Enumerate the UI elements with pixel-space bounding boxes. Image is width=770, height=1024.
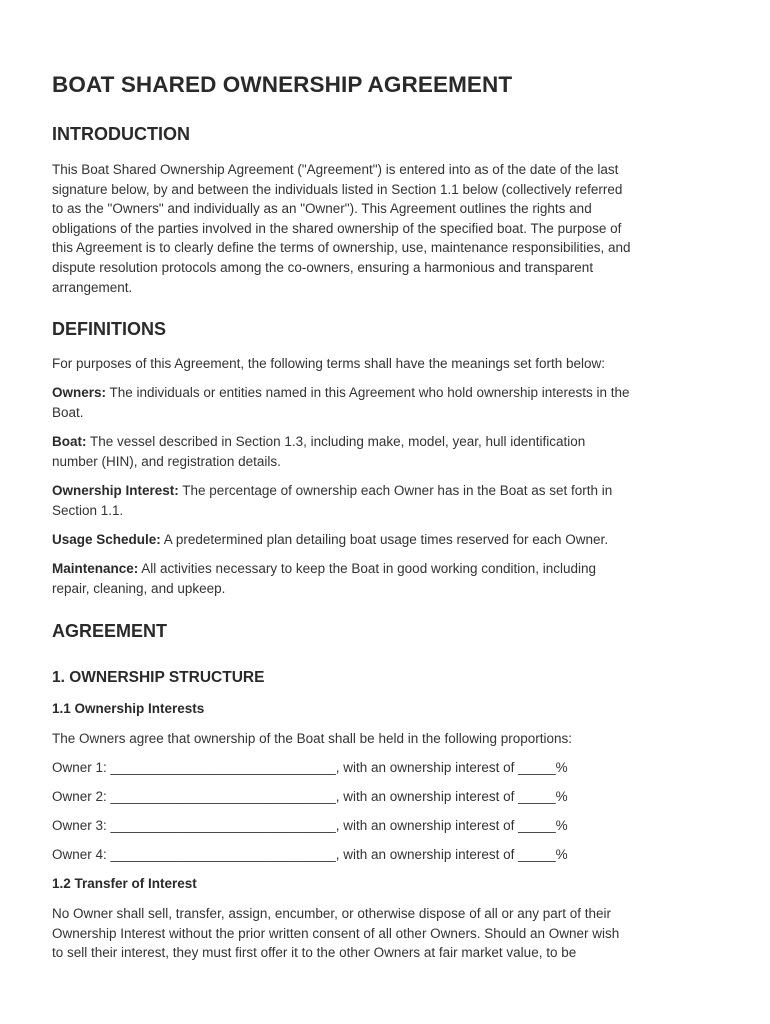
transfer-line: No Owner shall sell, transfer, assign, encumber, or otherwise dispose of all or any part of their (52, 906, 612, 921)
introduction-heading: INTRODUCTION (52, 124, 190, 144)
definition-term: Maintenance: (52, 561, 139, 576)
introduction-line: to as the "Owners" and individually as an "Owner"). This Agreement outlines the rights and (52, 201, 592, 217)
introduction-line: signature below, by and between the individuals listed in Section 1.1 below (collectively referred (52, 181, 623, 197)
transfer-of-interest-paragraph (52, 904, 722, 963)
definition-text: A predetermined plan detailing boat usage times reserved for each Owner. (160, 532, 609, 547)
introduction-line: arrangement. (52, 279, 133, 295)
section-1-2-heading: 1.2 Transfer of Interest (52, 876, 197, 891)
definition-text: The individuals or entities named in this Agreement who hold ownership interests in the (106, 385, 630, 400)
introduction-line: obligations of the parties involved in the shared ownership of the specified boat. The purpose of (52, 220, 622, 236)
definition-text: Section 1.1. (52, 502, 124, 518)
introduction-line: this Agreement is to clearly define the terms of ownership, use, maintenance responsibilities, and (52, 240, 631, 256)
definition-text: The percentage of ownership each Owner has in the Boat as set forth in (178, 483, 613, 498)
agreement-heading: AGREEMENT (52, 621, 168, 641)
introduction-paragraph (52, 160, 722, 297)
definition-owners (52, 383, 722, 422)
definition-text: All activities necessary to keep the Boat in good working condition, including (138, 561, 597, 576)
introduction-line: dispute resolution protocols among the co-owners, ensuring a harmonious and transparent (52, 259, 594, 275)
owner-row: Owner 3: ______________________________, with an ownership interest of _____% (52, 818, 568, 833)
definition-text: The vessel described in Section 1.3, including make, model, year, hull identification (86, 434, 586, 449)
section-1-1-heading: 1.1 Ownership Interests (52, 701, 205, 716)
owner-row: Owner 2: ______________________________, with an ownership interest of _____% (52, 789, 568, 804)
transfer-line: to sell their interest, they must first offer it to the other Owners at fair market value, to be (52, 945, 577, 961)
definition-term: Usage Schedule: (52, 532, 161, 547)
definition-term: Owners: (52, 385, 107, 400)
definition-text: number (HIN), and registration details. (52, 453, 281, 469)
definition-term: Ownership Interest: (52, 483, 179, 498)
definition-ownership-interest (52, 481, 722, 520)
definition-boat (52, 432, 722, 471)
definition-text: Boat. (52, 404, 84, 420)
definitions-intro: For purposes of this Agreement, the following terms shall have the meanings set forth below: (52, 356, 606, 371)
ownership-interests-intro: The Owners agree that ownership of the Boat shall be held in the following proportions: (52, 731, 573, 746)
definition-text: repair, cleaning, and upkeep. (52, 580, 226, 596)
definition-maintenance (52, 559, 722, 598)
section-1-heading: 1. OWNERSHIP STRUCTURE (52, 669, 265, 686)
introduction-line: This Boat Shared Ownership Agreement ("Agreement") is entered into as of the date of the last (52, 162, 619, 177)
owner-row: Owner 1: ______________________________, with an ownership interest of _____% (52, 760, 568, 775)
owner-row: Owner 4: ______________________________, with an ownership interest of _____% (52, 847, 568, 862)
definitions-heading: DEFINITIONS (52, 319, 167, 339)
definition-usage-schedule (52, 530, 722, 550)
document-title: BOAT SHARED OWNERSHIP AGREEMENT (52, 72, 513, 97)
definition-term: Boat: (52, 434, 87, 449)
transfer-line: Ownership Interest without the prior written consent of all other Owners. Should an Owner wish (52, 925, 620, 941)
